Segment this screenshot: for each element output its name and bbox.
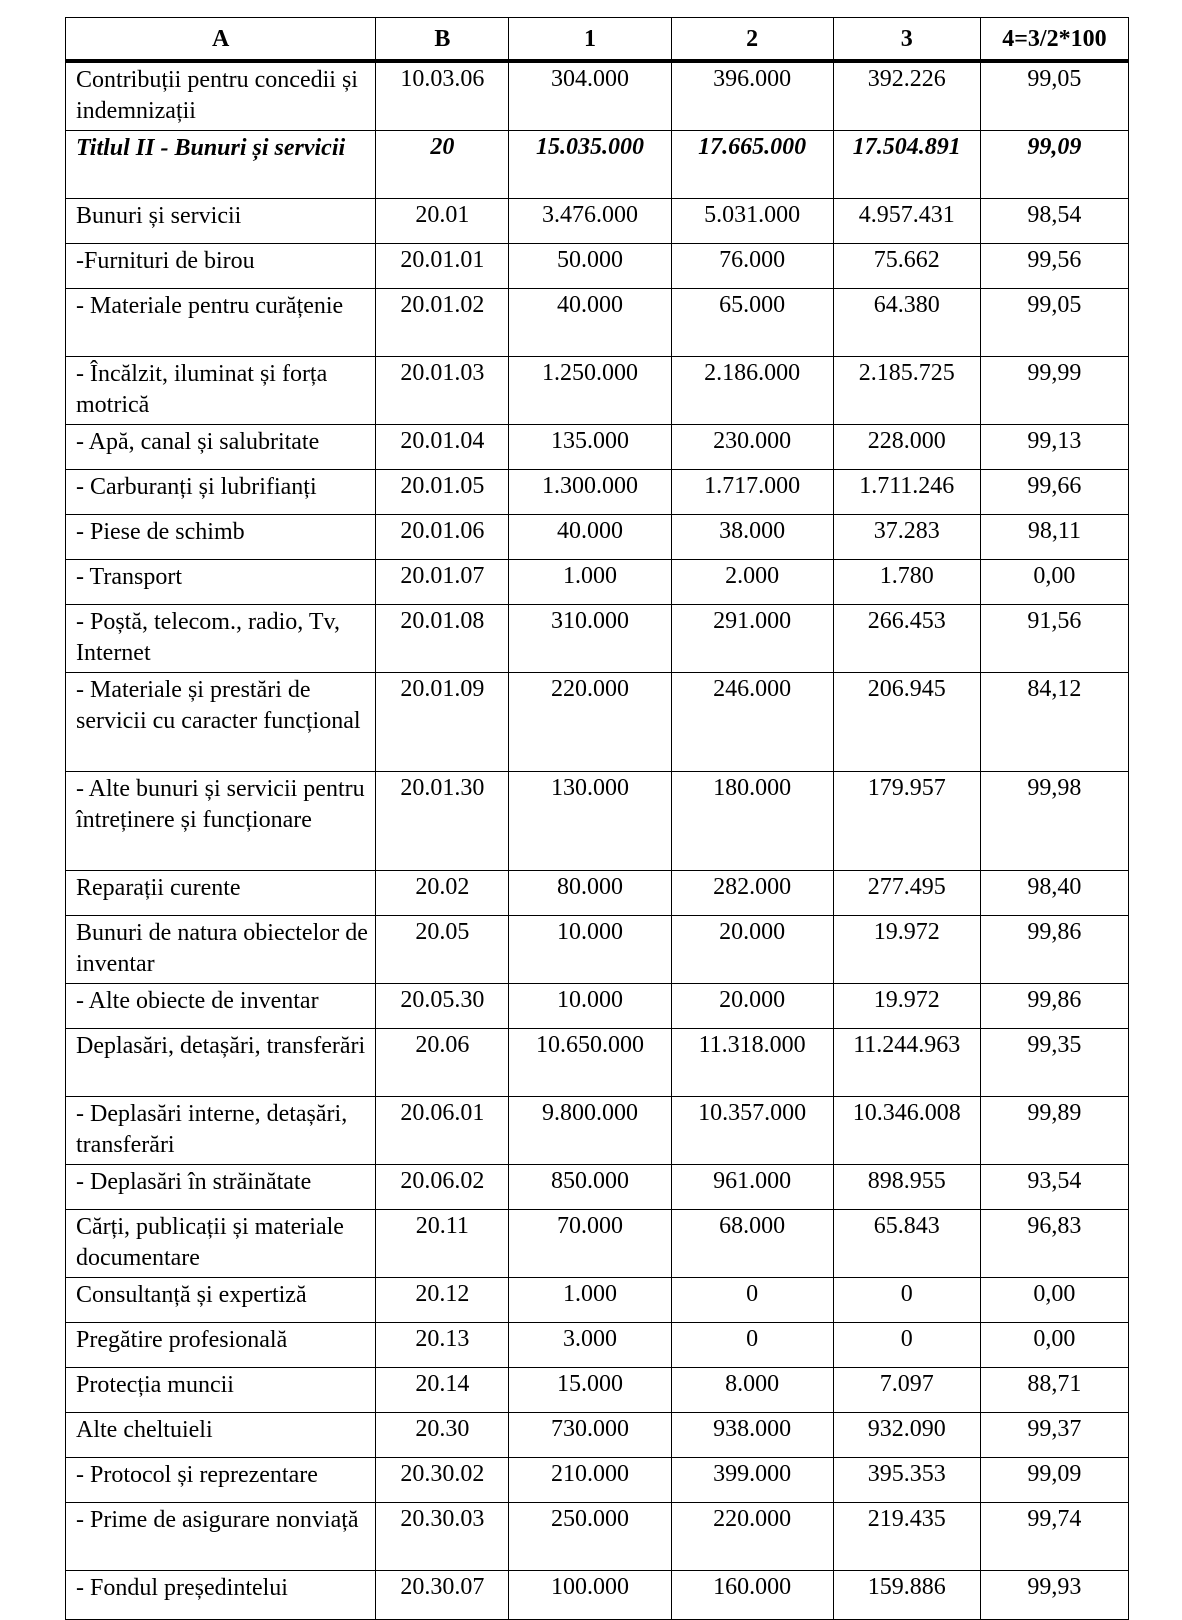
- row-code: 20.14: [376, 1368, 509, 1413]
- table-row: [66, 1413, 1129, 1458]
- row-col-2: 160.000: [671, 1571, 833, 1620]
- row-col-3: 7.097: [833, 1368, 980, 1413]
- row-col-2: 8.000: [671, 1368, 833, 1413]
- row-label: Titlul II - Bunuri și servicii: [66, 131, 376, 199]
- row-col-4: 96,83: [980, 1210, 1128, 1278]
- row-col-3: 37.283: [833, 515, 980, 560]
- row-col-4: 84,12: [980, 673, 1128, 772]
- row-col-4: 99,05: [980, 61, 1128, 131]
- row-col-2: 2.000: [671, 560, 833, 605]
- row-col-1: 50.000: [509, 244, 671, 289]
- row-code: 20.30: [376, 1413, 509, 1458]
- table-row: [66, 244, 1129, 289]
- row-col-4: 99,09: [980, 131, 1128, 199]
- row-col-2: 10.357.000: [671, 1097, 833, 1165]
- row-label: Bunuri de natura obiectelor de inventar: [66, 916, 376, 984]
- row-label: - Materiale și prestări de servicii cu caracter funcțional: [66, 673, 376, 772]
- table-row: [66, 61, 1129, 131]
- table-row: [66, 560, 1129, 605]
- row-col-4: 99,09: [980, 1458, 1128, 1503]
- row-label: Consultanță și expertiză: [66, 1278, 376, 1323]
- row-col-3: 179.957: [833, 772, 980, 871]
- table-row: [66, 131, 1129, 199]
- row-col-2: 11.318.000: [671, 1029, 833, 1097]
- row-col-2: 65.000: [671, 289, 833, 357]
- row-col-3: 395.353: [833, 1458, 980, 1503]
- row-col-1: 9.800.000: [509, 1097, 671, 1165]
- row-col-4: 99,89: [980, 1097, 1128, 1165]
- table-row: [66, 1503, 1129, 1571]
- row-col-3: 0: [833, 1323, 980, 1368]
- row-col-1: 70.000: [509, 1210, 671, 1278]
- table-row: [66, 673, 1129, 772]
- row-col-1: 250.000: [509, 1503, 671, 1571]
- table-row: [66, 1458, 1129, 1503]
- table-body: [66, 61, 1129, 1620]
- row-col-2: 17.665.000: [671, 131, 833, 199]
- header-col-4: 4=3/2*100: [980, 18, 1128, 62]
- row-label: Cărți, publicații și materiale documentare: [66, 1210, 376, 1278]
- row-code: 20.01.30: [376, 772, 509, 871]
- table-row: [66, 984, 1129, 1029]
- row-label: - Deplasări în străinătate: [66, 1165, 376, 1210]
- table-row: [66, 605, 1129, 673]
- header-col-b: B: [376, 18, 509, 62]
- row-col-3: 206.945: [833, 673, 980, 772]
- row-code: 20.06.01: [376, 1097, 509, 1165]
- row-col-3: 159.886: [833, 1571, 980, 1620]
- row-col-1: 130.000: [509, 772, 671, 871]
- row-col-4: 99,86: [980, 916, 1128, 984]
- table-row: [66, 1278, 1129, 1323]
- row-col-2: 399.000: [671, 1458, 833, 1503]
- row-label: - Încălzit, iluminat și forța motrică: [66, 357, 376, 425]
- row-col-2: 0: [671, 1323, 833, 1368]
- row-code: 20.05: [376, 916, 509, 984]
- row-label: Bunuri și servicii: [66, 199, 376, 244]
- row-col-1: 730.000: [509, 1413, 671, 1458]
- table-header: [66, 18, 1129, 62]
- row-col-4: 91,56: [980, 605, 1128, 673]
- row-col-1: 210.000: [509, 1458, 671, 1503]
- row-col-1: 80.000: [509, 871, 671, 916]
- table-row: [66, 425, 1129, 470]
- row-code: 20.13: [376, 1323, 509, 1368]
- row-col-3: 277.495: [833, 871, 980, 916]
- budget-table: [65, 17, 1129, 1620]
- row-col-4: 0,00: [980, 560, 1128, 605]
- row-col-4: 99,05: [980, 289, 1128, 357]
- row-col-1: 1.300.000: [509, 470, 671, 515]
- header-col-a: A: [66, 18, 376, 62]
- table-row: [66, 357, 1129, 425]
- row-col-3: 266.453: [833, 605, 980, 673]
- row-col-2: 246.000: [671, 673, 833, 772]
- row-col-2: 68.000: [671, 1210, 833, 1278]
- row-code: 20.11: [376, 1210, 509, 1278]
- row-col-3: 11.244.963: [833, 1029, 980, 1097]
- row-col-4: 99,86: [980, 984, 1128, 1029]
- row-label: - Prime de asigurare nonviață: [66, 1503, 376, 1571]
- row-col-4: 99,56: [980, 244, 1128, 289]
- row-col-4: 99,66: [980, 470, 1128, 515]
- row-code: 20.01.07: [376, 560, 509, 605]
- row-label: Pregătire profesională: [66, 1323, 376, 1368]
- row-col-3: 932.090: [833, 1413, 980, 1458]
- row-col-3: 392.226: [833, 61, 980, 131]
- row-col-2: 0: [671, 1278, 833, 1323]
- row-code: 20.30.02: [376, 1458, 509, 1503]
- row-col-1: 135.000: [509, 425, 671, 470]
- row-col-3: 4.957.431: [833, 199, 980, 244]
- row-col-1: 1.250.000: [509, 357, 671, 425]
- row-col-1: 1.000: [509, 560, 671, 605]
- row-col-3: 65.843: [833, 1210, 980, 1278]
- row-col-1: 3.000: [509, 1323, 671, 1368]
- row-col-3: 1.711.246: [833, 470, 980, 515]
- row-col-4: 0,00: [980, 1323, 1128, 1368]
- row-col-3: 1.780: [833, 560, 980, 605]
- row-col-3: 75.662: [833, 244, 980, 289]
- row-label: Reparații curente: [66, 871, 376, 916]
- row-label: - Protocol și reprezentare: [66, 1458, 376, 1503]
- header-col-3: 3: [833, 18, 980, 62]
- table-row: [66, 1210, 1129, 1278]
- row-col-2: 396.000: [671, 61, 833, 131]
- row-col-1: 310.000: [509, 605, 671, 673]
- row-col-4: 99,99: [980, 357, 1128, 425]
- row-col-3: 898.955: [833, 1165, 980, 1210]
- row-col-2: 180.000: [671, 772, 833, 871]
- table-row: [66, 871, 1129, 916]
- row-col-3: 2.185.725: [833, 357, 980, 425]
- row-col-1: 1.000: [509, 1278, 671, 1323]
- row-col-2: 291.000: [671, 605, 833, 673]
- row-code: 20.01.06: [376, 515, 509, 560]
- table-row: [66, 916, 1129, 984]
- row-col-2: 20.000: [671, 916, 833, 984]
- row-label: - Apă, canal și salubritate: [66, 425, 376, 470]
- table-row: [66, 470, 1129, 515]
- header-col-1: 1: [509, 18, 671, 62]
- row-col-4: 99,98: [980, 772, 1128, 871]
- table-row: [66, 1368, 1129, 1413]
- row-label: - Deplasări interne, detașări, transferări: [66, 1097, 376, 1165]
- table-row: [66, 1165, 1129, 1210]
- row-col-3: 10.346.008: [833, 1097, 980, 1165]
- row-label: - Carburanți și lubrifianți: [66, 470, 376, 515]
- row-col-2: 20.000: [671, 984, 833, 1029]
- table-row: [66, 1097, 1129, 1165]
- row-col-2: 5.031.000: [671, 199, 833, 244]
- row-code: 20.01.03: [376, 357, 509, 425]
- row-col-3: 219.435: [833, 1503, 980, 1571]
- row-col-1: 15.035.000: [509, 131, 671, 199]
- row-col-4: 99,93: [980, 1571, 1128, 1620]
- row-col-2: 1.717.000: [671, 470, 833, 515]
- row-col-3: 17.504.891: [833, 131, 980, 199]
- table-row: [66, 289, 1129, 357]
- row-col-2: 2.186.000: [671, 357, 833, 425]
- row-col-4: 99,37: [980, 1413, 1128, 1458]
- row-col-4: 98,54: [980, 199, 1128, 244]
- row-label: - Alte obiecte de inventar: [66, 984, 376, 1029]
- row-code: 20.06.02: [376, 1165, 509, 1210]
- row-col-1: 850.000: [509, 1165, 671, 1210]
- header-col-2: 2: [671, 18, 833, 62]
- row-label: - Alte bunuri și servicii pentru întreținere și funcționare: [66, 772, 376, 871]
- row-code: 20.01.09: [376, 673, 509, 772]
- row-col-1: 40.000: [509, 515, 671, 560]
- row-col-4: 88,71: [980, 1368, 1128, 1413]
- row-col-3: 228.000: [833, 425, 980, 470]
- table-row: [66, 199, 1129, 244]
- row-code: 20.01.08: [376, 605, 509, 673]
- row-col-3: 64.380: [833, 289, 980, 357]
- row-col-1: 100.000: [509, 1571, 671, 1620]
- row-label: - Transport: [66, 560, 376, 605]
- row-code: 20: [376, 131, 509, 199]
- row-code: 20.01.04: [376, 425, 509, 470]
- row-col-2: 220.000: [671, 1503, 833, 1571]
- row-label: Alte cheltuieli: [66, 1413, 376, 1458]
- row-col-2: 961.000: [671, 1165, 833, 1210]
- row-code: 20.06: [376, 1029, 509, 1097]
- table-row: [66, 1029, 1129, 1097]
- row-col-3: 0: [833, 1278, 980, 1323]
- row-label: Deplasări, detașări, transferări: [66, 1029, 376, 1097]
- row-col-1: 220.000: [509, 673, 671, 772]
- row-label: Protecția muncii: [66, 1368, 376, 1413]
- row-col-2: 282.000: [671, 871, 833, 916]
- row-col-1: 304.000: [509, 61, 671, 131]
- row-label: - Fondul președintelui: [66, 1571, 376, 1620]
- table-row: [66, 1323, 1129, 1368]
- row-label: - Materiale pentru curățenie: [66, 289, 376, 357]
- row-col-4: 93,54: [980, 1165, 1128, 1210]
- row-code: 20.30.07: [376, 1571, 509, 1620]
- row-col-4: 99,13: [980, 425, 1128, 470]
- row-code: 20.01.01: [376, 244, 509, 289]
- row-col-4: 99,35: [980, 1029, 1128, 1097]
- row-col-2: 76.000: [671, 244, 833, 289]
- row-label: -Furnituri de birou: [66, 244, 376, 289]
- row-code: 20.01.02: [376, 289, 509, 357]
- row-code: 20.01.05: [376, 470, 509, 515]
- row-col-2: 938.000: [671, 1413, 833, 1458]
- table-row: [66, 515, 1129, 560]
- row-code: 20.02: [376, 871, 509, 916]
- row-col-4: 98,40: [980, 871, 1128, 916]
- row-code: 20.30.03: [376, 1503, 509, 1571]
- row-col-3: 19.972: [833, 984, 980, 1029]
- row-col-3: 19.972: [833, 916, 980, 984]
- row-col-1: 3.476.000: [509, 199, 671, 244]
- row-col-4: 99,74: [980, 1503, 1128, 1571]
- row-label: - Piese de schimb: [66, 515, 376, 560]
- table-row: [66, 772, 1129, 871]
- row-col-4: 98,11: [980, 515, 1128, 560]
- row-col-4: 0,00: [980, 1278, 1128, 1323]
- row-col-2: 230.000: [671, 425, 833, 470]
- row-col-1: 10.650.000: [509, 1029, 671, 1097]
- row-label: - Poștă, telecom., radio, Tv, Internet: [66, 605, 376, 673]
- row-code: 20.05.30: [376, 984, 509, 1029]
- row-code: 10.03.06: [376, 61, 509, 131]
- table-row: [66, 1571, 1129, 1620]
- row-col-1: 10.000: [509, 984, 671, 1029]
- row-col-1: 40.000: [509, 289, 671, 357]
- row-code: 20.01: [376, 199, 509, 244]
- row-col-1: 10.000: [509, 916, 671, 984]
- row-col-1: 15.000: [509, 1368, 671, 1413]
- row-col-2: 38.000: [671, 515, 833, 560]
- row-label: Contribuții pentru concedii și indemnizații: [66, 61, 376, 131]
- row-code: 20.12: [376, 1278, 509, 1323]
